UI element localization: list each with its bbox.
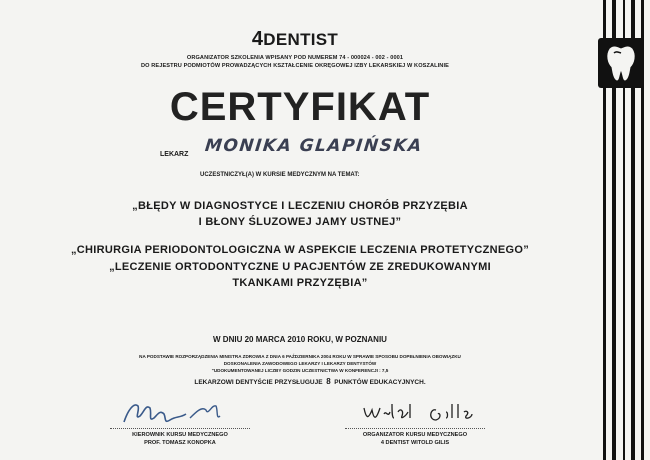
organizer-registry-line: ORGANIZATOR SZKOLENIA WPISANY POD NUMEREM 74 - 000024 - 002 - 0001 (186, 55, 404, 61)
signature-name-right: 4 DENTIST WITOLD GILIS (380, 440, 450, 446)
recipient-name: MONIKA GLAPIŃSKA (203, 136, 424, 156)
course-title-line: „LECZENIE ORTODONTYCZNE U PACJENTÓW ZE ZREDUKOWANYMI (109, 261, 491, 273)
points-suffix: PUNKTÓW EDUKACYJNYCH. (334, 379, 426, 386)
organizer-chamber-line: DO REJESTRU PODMIOTÓW PROWADZĄCYCH KSZTAŁCENIE OKRĘGOWEJ IZBY LEKARSKIEJ W KOSZALINIE (141, 63, 449, 69)
brand-logo-text (215, 28, 375, 51)
course-title-line: „BŁĘDY W DIAGNOSTYCE I LECZENIU CHORÓB PRZYZĘBIA (132, 200, 468, 212)
points-prefix: LEKARZOWI DENTYŚCIE PRZYSŁUGUJE (194, 379, 323, 386)
tooth-icon (604, 43, 638, 83)
participation-statement: UCZESTNICZYŁ(A) W KURSIE MEDYCZNYM NA TEMAT: (200, 172, 360, 178)
education-points-statement (160, 377, 460, 386)
course-title-line: I BŁONY ŚLUZOWEJ JAMY USTNEJ” (198, 216, 402, 228)
brand-word: DENTIST (263, 30, 339, 49)
tooth-logo (598, 38, 644, 88)
signature-line-right (345, 428, 485, 429)
legal-basis-line: DOSKONALENIA ZAWODOWEGO LEKARZY I LEKARZY DENTYSTÓW (223, 361, 377, 366)
signature-line-left (110, 428, 250, 429)
course-title-line: „CHIRURGIA PERIODONTOLOGICZNA W ASPEKCIE LECZENIA PROTETYCZNEGO” (71, 244, 529, 256)
legal-basis-line: NA PODSTAWIE ROZPORZĄDZENIA MINISTRA ZDROWIA Z DNIA 6 PAŹDZIERNIKA 2004 ROKU W SPRAWIE SPOSOBU DOPEŁNIENIA OBOWIĄZKU (139, 354, 461, 359)
signature-left (120, 396, 240, 432)
course-title-line: TKANKAMI PRZYZĘBIA” (232, 277, 368, 289)
points-value: 8 (326, 377, 331, 386)
legal-basis-line: "UDOKUMENTOWANEJ LICZBY GODZIN UCZESTNICTWA W KONFERENCJI : 7,5 (211, 368, 389, 373)
event-date-place: W DNIU 20 MARCA 2010 ROKU, W POZNANIU (213, 335, 387, 344)
certificate-title: CERTYFIKAT (169, 85, 431, 129)
brand-number: 4 (251, 28, 264, 50)
signature-right (360, 398, 490, 428)
recipient-label: LEKARZ (160, 151, 189, 158)
signature-role-right: ORGANIZATOR KURSU MEDYCZNEGO (362, 432, 468, 438)
signature-name-left: PROF. TOMASZ KONOPKA (144, 440, 216, 446)
signature-role-left: KIEROWNIK KURSU MEDYCZNEGO (132, 432, 228, 438)
